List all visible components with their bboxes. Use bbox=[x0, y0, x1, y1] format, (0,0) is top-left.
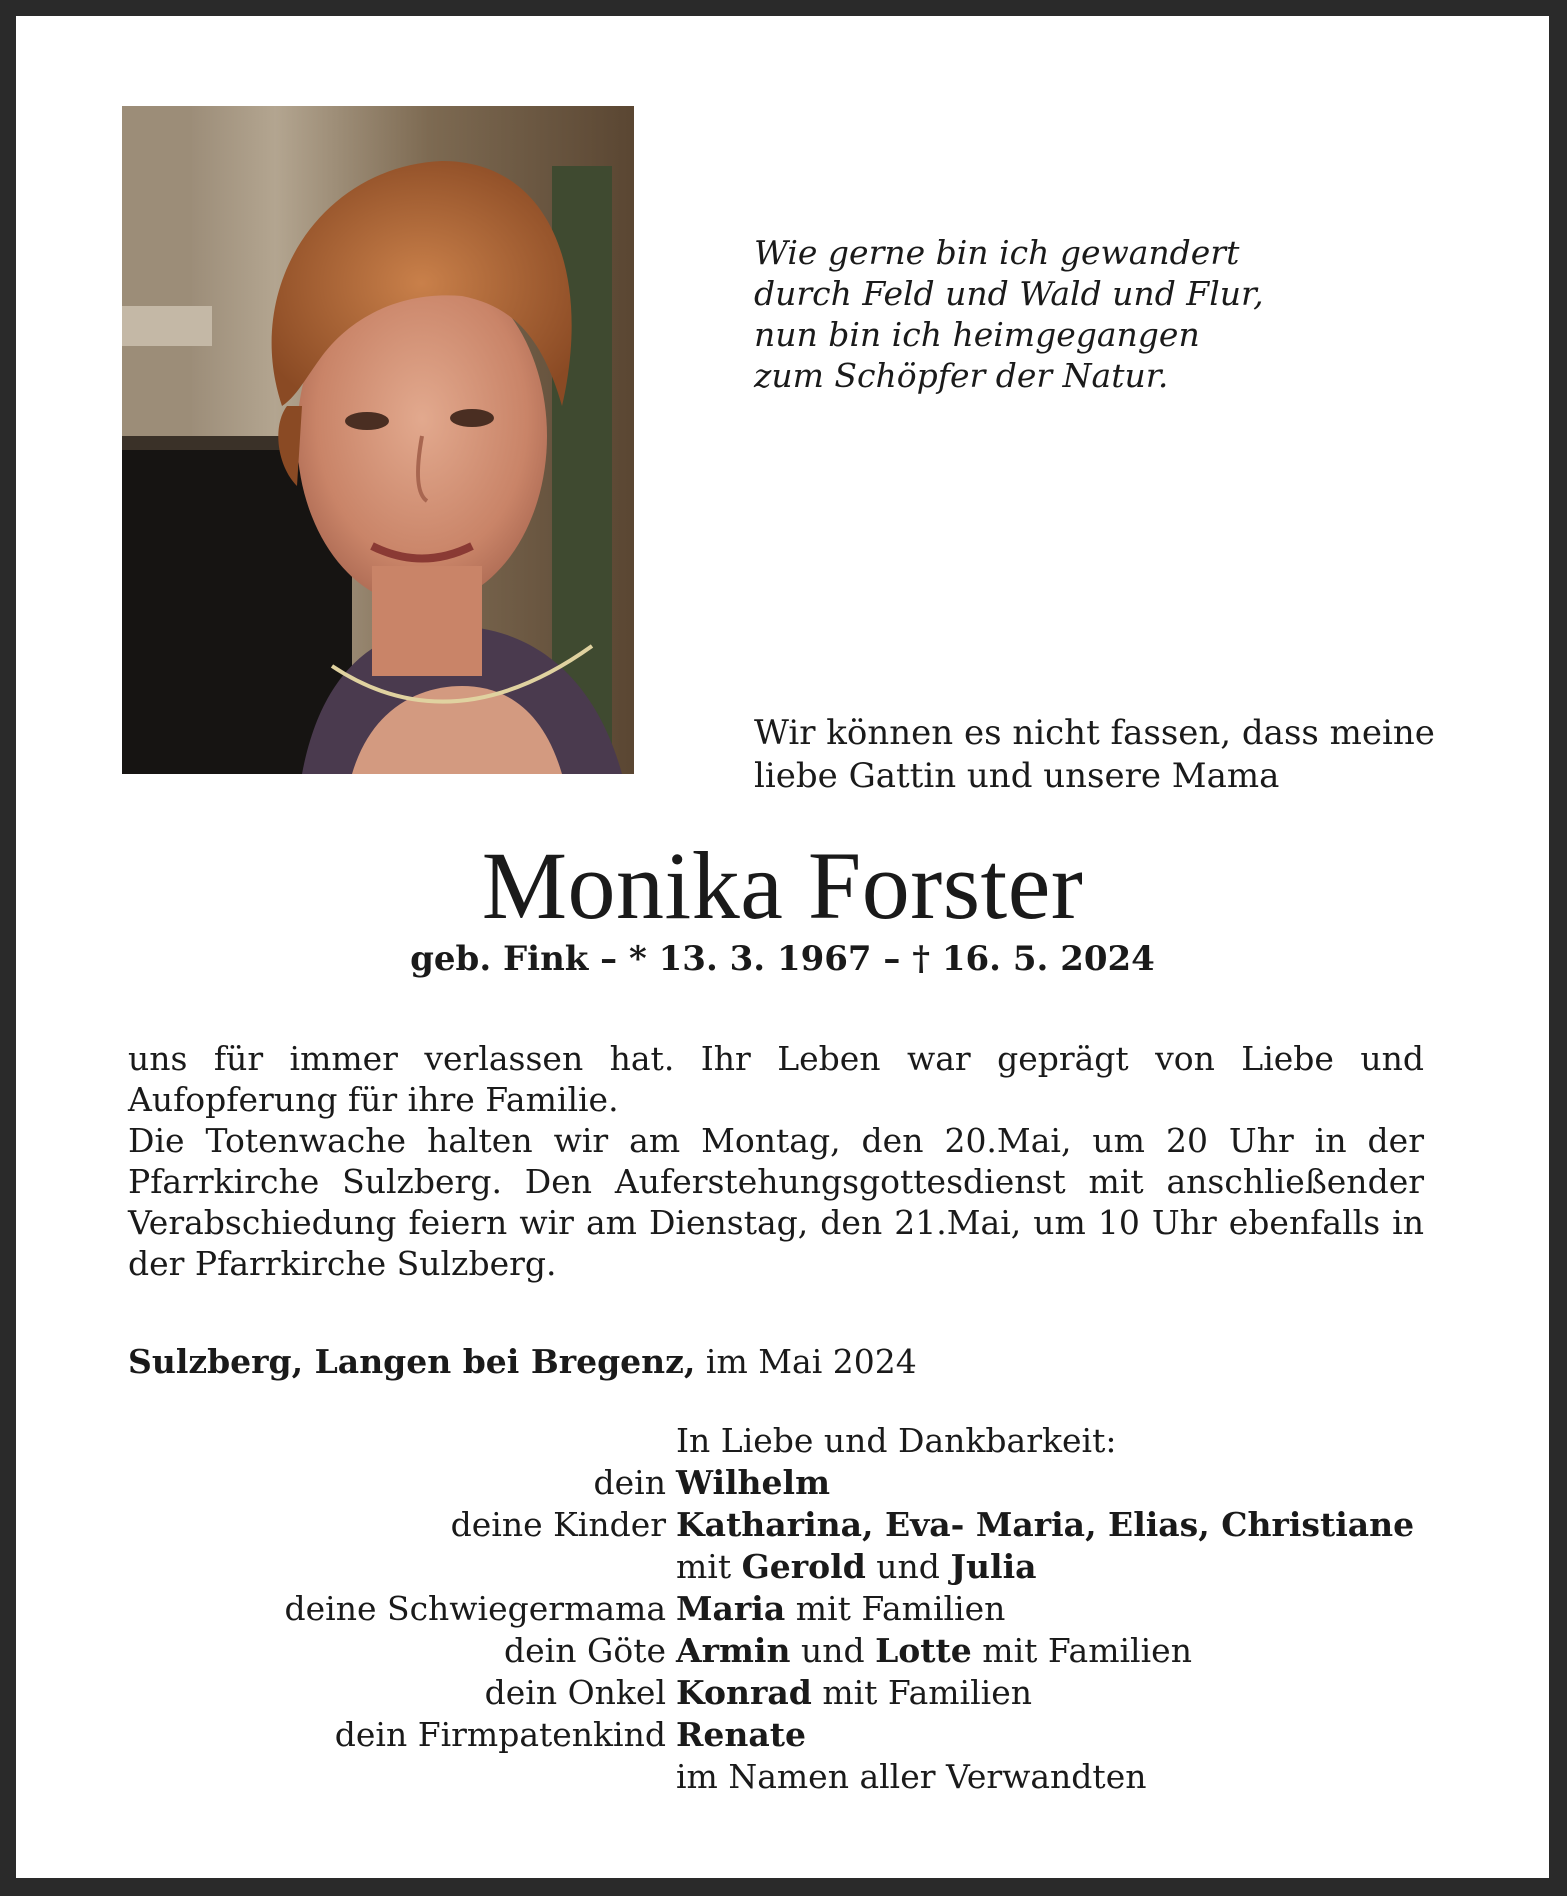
family-row bbox=[128, 1546, 1468, 1588]
family-names: Armin und Lotte mit Familien bbox=[676, 1631, 1192, 1670]
family-names: Renate bbox=[676, 1715, 807, 1754]
poem-line: nun bin ich heimgegangen bbox=[754, 315, 1200, 354]
relation-label bbox=[128, 1546, 666, 1588]
announcement-body bbox=[128, 1038, 1424, 1284]
family-row bbox=[128, 1588, 1468, 1630]
relation-label: dein Onkel bbox=[484, 1673, 666, 1712]
poem-line: Wie gerne bin ich gewandert bbox=[754, 233, 1240, 272]
family-row bbox=[128, 1672, 1468, 1714]
family-names: Wilhelm bbox=[676, 1463, 830, 1502]
family-row bbox=[128, 1714, 1468, 1756]
family-row bbox=[128, 1630, 1468, 1672]
family-heading-row bbox=[128, 1420, 1468, 1462]
family-names: mit Gerold und Julia bbox=[676, 1547, 1037, 1586]
family-names: Maria mit Familien bbox=[676, 1589, 1006, 1628]
obituary-sheet bbox=[16, 16, 1549, 1878]
announcement-paragraph: uns für immer verlassen hat. Ihr Leben war geprägt von Liebe und Aufopferung für ihre Familie. bbox=[128, 1039, 1424, 1119]
relation-label: dein Firmpatenkind bbox=[334, 1715, 666, 1754]
poem bbox=[754, 232, 1264, 396]
place-and-date bbox=[128, 1341, 917, 1382]
intro-line: liebe Gattin und unsere Mama bbox=[754, 756, 1280, 796]
poem-line: zum Schöpfer der Natur. bbox=[754, 356, 1169, 395]
intro-line: Wir können es nicht fassen, dass meine bbox=[754, 713, 1435, 753]
family-names: Konrad mit Familien bbox=[676, 1673, 1032, 1712]
family-heading: In Liebe und Dankbarkeit: bbox=[676, 1421, 1117, 1460]
portrait-photo bbox=[122, 106, 634, 774]
family-row bbox=[128, 1504, 1468, 1546]
family-row bbox=[128, 1462, 1468, 1504]
relation-label: deine Kinder bbox=[450, 1505, 666, 1544]
family-closing-row bbox=[128, 1756, 1468, 1798]
date-line: im Mai 2024 bbox=[705, 1342, 917, 1381]
relation-label: dein bbox=[593, 1463, 666, 1502]
funeral-details-paragraph: Die Totenwache halten wir am Montag, den 20.Mai, um 20 Uhr in der Pfarrkirche Sulzberg. Den Auferstehungsgottesdienst mit anschließender Verabschiedung feiern wir am Dienstag, den 21.Mai, um 10 Uhr ebenfalls in der Pfarrkirche Sulzberg. bbox=[128, 1121, 1424, 1283]
birth-death-dates: geb. Fink – * 13. 3. 1967 – † 16. 5. 2024 bbox=[410, 939, 1155, 979]
relation-label: deine Schwiegermama bbox=[284, 1589, 666, 1628]
family-list bbox=[128, 1420, 1468, 1798]
intro-text bbox=[754, 712, 1435, 798]
place-names: Sulzberg, Langen bei Bregenz, bbox=[128, 1342, 696, 1381]
family-names: Katharina, Eva- Maria, Elias, Christiane bbox=[676, 1505, 1415, 1544]
deceased-name: Monika Forster bbox=[481, 832, 1084, 939]
family-closing: im Namen aller Verwandten bbox=[676, 1757, 1147, 1796]
poem-line: durch Feld und Wald und Flur, bbox=[754, 274, 1264, 313]
relation-label: dein Göte bbox=[504, 1631, 666, 1670]
